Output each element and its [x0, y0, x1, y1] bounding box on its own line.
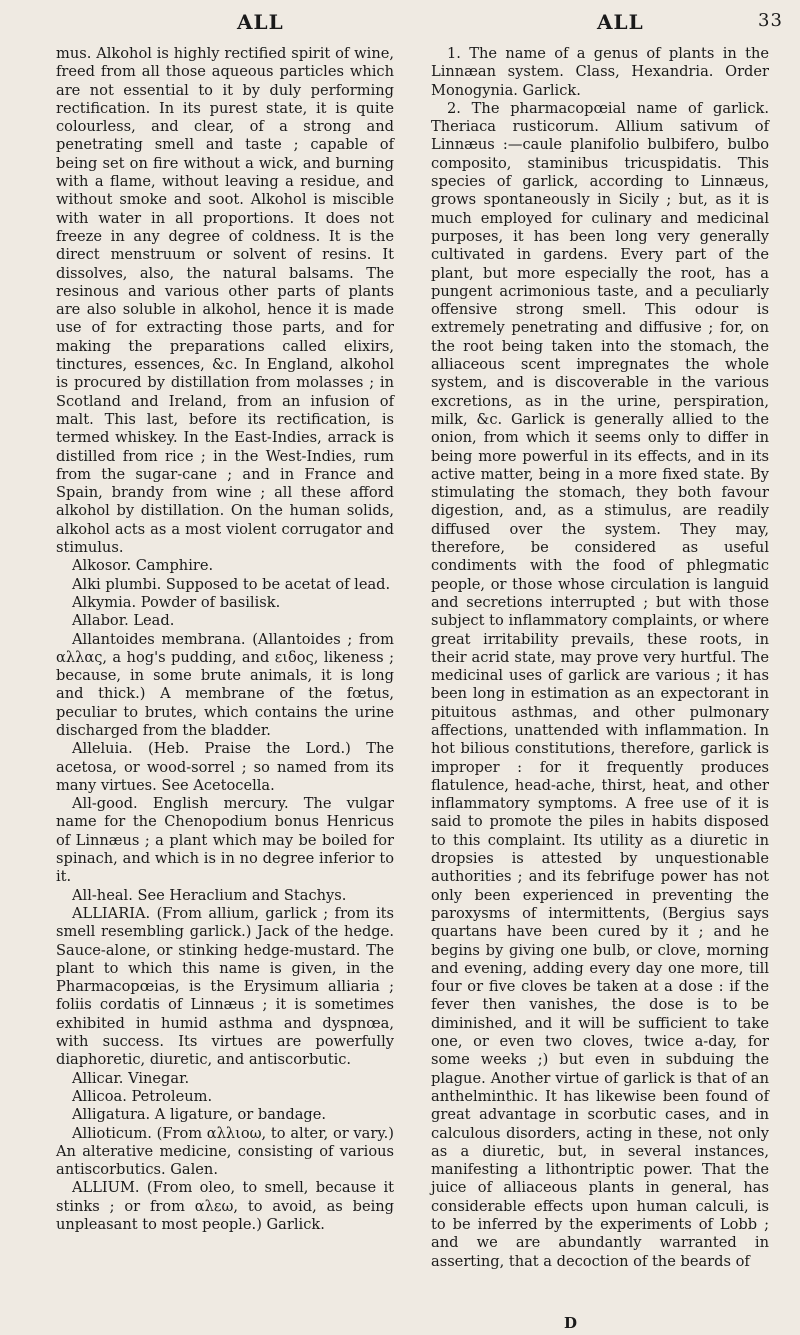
entry-allium-sense-1: 1. The name of a genus of plants in the Linnæan system. Class, Hexandria. Order Monogynia. Garlick. — [431, 45, 769, 99]
entry-all-good: All-good. English mercury. The vulgar name for the Chenopodium bonus Henricus of Linnæus ; a plant which may be boiled for spinach, and which is in no degree inferior to it. — [56, 795, 394, 886]
entry-allium-sense-2: 2. The pharmacopœial name of garlick. Theriaca rusticorum. Allium sativum of Linnæus :—caule planifolio bulbifero, bulbo composito, staminibus tricuspidatis. This species of garlick, according to Linnæus, grows spontaneously in Sicily ; but, as it is much employed for culinary and medicinal purposes, it has been long very generally cultivated in gardens. Every part of the plant, but more especially the root, has a pungent acrimonious taste, and a peculiarly offensive strong smell. This odour is extremely penetrating and diffusive ; for, on the root being taken into the stomach, the alliaceous scent impregnates the whole system, and is discoverable in the various excretions, as in the urine, perspiration, milk, &c. Garlick is generally allied to the onion, from which it seems only to differ in being more powerful in its effects, and in its active matter, being in a more fixed state. By stimulating the stomach, they both favour digestion, and, as a stimulus, are readily diffused over the system. They may, therefore, be considered as useful condiments with the food of phlegmatic people, or those whose circulation is languid and secretions interrupted ; but with those subject to inflammatory complaints, or where great irritability prevails, these roots, in their acrid state, may prove very hurtful. The medicinal uses of garlick are various ; it has been long in estimation as an expectorant in pituitous asthmas, and other pulmonary affections, unattended with inflammation. In hot bilious constitutions, therefore, garlick is improper : for it frequently produces flatulence, head-ache, thirst, heat, and other inflammatory symptoms. A free use of it is said to promote the piles in habits disposed to this complaint. Its utility as a diuretic in dropsies is attested by unquestionable authorities ; and its febrifuge power has not only been experienced in preventing the paroxysms of intermittents, (Bergius says quartans have been cured by it ; and he begins by giving one bulb, or clove, morning and evening, adding every day one more, till four or five cloves be taken at a dose : if the fever then vanishes, the dose is to be diminished, and it will be sufficient to take one, or even two cloves, twice a-day, for some weeks ;) but even in subduing the plague. Another virtue of garlick is that of an anthelminthic. It has likewise been found of great advantage in scorbutic cases, and in calculous disorders, acting in these, not only as a diuretic, but, in several instances, manifesting a lithontriptic power. That the juice of alliaceous plants in general, has considerable effects upon human calculi, is to be inferred by the experiments of Lobb ; and we are abundantly warranted in asserting, that a decoction of the beards of — [431, 99, 769, 1270]
left-column — [56, 45, 394, 1234]
entry-alki-plumbi: Alki plumbi. Supposed to be acetat of lead. — [72, 575, 391, 593]
entry-allium: ALLIUM. (From oleo, to smell, because it stinks ; or from αλεω, to avoid, as being unpleasant to most people.) Garlick. — [56, 1179, 394, 1233]
entry-alliaria: ALLIARIA. (From allium, garlick ; from its smell resembling garlick.) Jack of the hedge. Sauce-alone, or stinking hedge-mustard. The plant to which this name is given, in the Pharmacopœias, is the Erysimum alliaria ; foliis cordatis of Linnæus ; it is sometimes exhibited in humid asthma and dyspnœa, with success. Its virtues are powerfully diaphoretic, diuretic, and antiscorbutic. — [56, 904, 394, 1069]
entry-allioticum: Allioticum. (From αλλιοω, to alter, or vary.) An alterative medicine, consisting of various antiscorbutics. Galen. — [56, 1124, 394, 1179]
left-column-heading: ALL — [237, 10, 284, 34]
entry-alleluia: Alleluia. (Heb. Praise the Lord.) The acetosa, or wood-sorrel ; so named from its many virtues. See Acetocella. — [56, 740, 394, 794]
entry-allicoa: Allicoa. Petroleum. — [72, 1087, 213, 1105]
right-column — [431, 45, 769, 1271]
right-column-heading: ALL — [597, 10, 644, 34]
entry-alkohol-continued: mus. Alkohol is highly rectified spirit of wine, freed from all those aqueous particles which are not essential to it by duly performing rectification. In its purest state, it is quite colourless, and clear, of a strong and penetrating smell and taste ; capable of being set on fire without a wick, and burning with a flame, without leaving a residue, and without smoke and soot. Alkohol is miscible with water in all proportions. It does not freeze in any degree of coldness. It is the direct menstruum or solvent of resins. It dissolves, also, the natural balsams. The resinous and various other parts of plants are also soluble in alkohol, hence it is made use of for extracting those parts, and for making the preparations called elixirs, tinctures, essences, &c. In England, alkohol is procured by distillation from molasses ; in Scotland and Ireland, from an infusion of malt. This last, before its rectification, is termed whiskey. In the East-Indies, arrack is distilled from rice ; in the West-Indies, rum from the sugar-cane ; and in France and Spain, brandy from wine ; all these afford alkohol by distillation. On the human solids, alkohol acts as a most violent corrugator and stimulus. — [56, 45, 394, 557]
page-number: 33 — [758, 10, 783, 31]
entry-allantoides-membrana: Allantoides membrana. (Allantoides ; from αλλας, a hog's pudding, and ειδος, likeness ; because, in some brute animals, it is long and thick.) A membrane of the fœtus, peculiar to brutes, which contains the urine discharged from the bladder. — [56, 630, 394, 739]
signature-mark: D — [564, 1314, 578, 1332]
entry-alkosor: Alkosor. Camphire. — [72, 557, 214, 575]
running-head — [0, 10, 800, 40]
entry-allabor: Allabor. Lead. — [72, 612, 175, 630]
entry-allicar: Allicar. Vinegar. — [72, 1069, 190, 1087]
entry-all-heal: All-heal. See Heraclium and Stachys. — [72, 886, 347, 904]
entry-alligatura: Alligatura. A ligature, or bandage. — [72, 1106, 327, 1124]
entry-alkymia: Alkymia. Powder of basilisk. — [72, 593, 281, 611]
